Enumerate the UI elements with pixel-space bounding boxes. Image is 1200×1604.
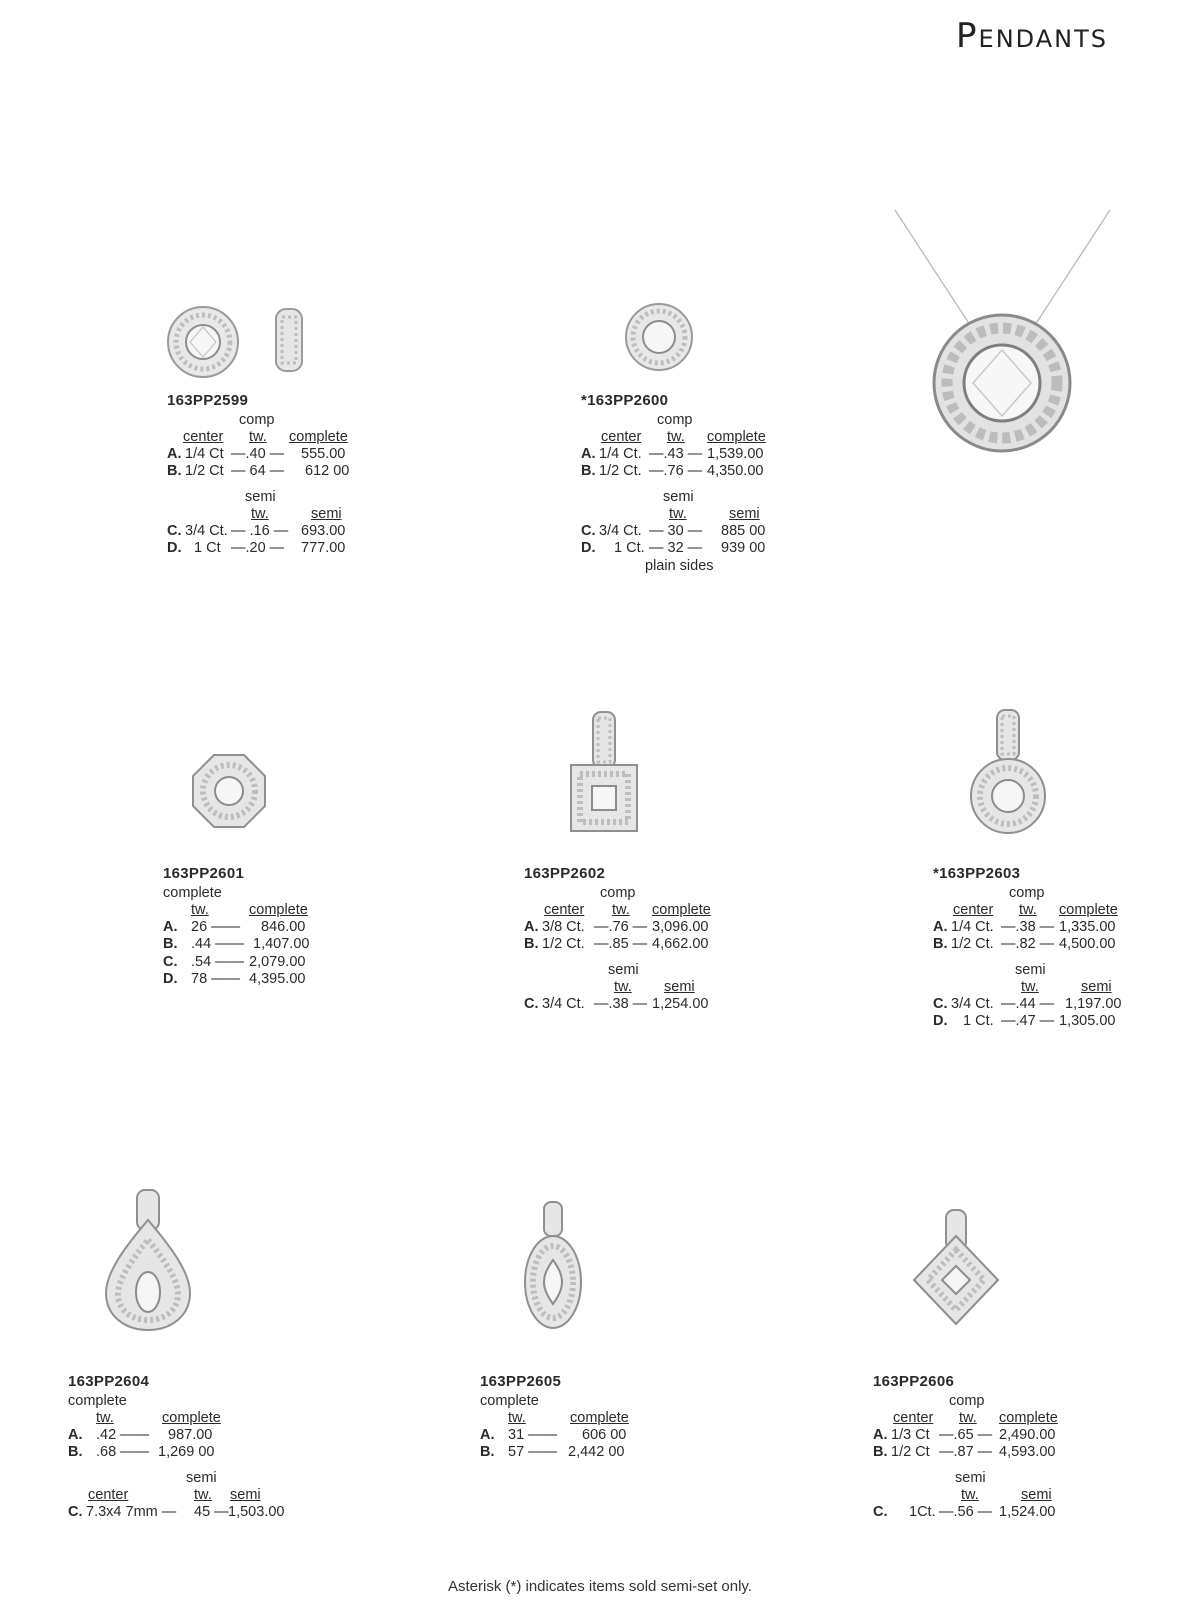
comp-label: comp: [239, 411, 275, 428]
comp-label: comp: [1009, 884, 1045, 901]
price-row: B. 57 —— 2,442 00: [480, 1444, 625, 1460]
price-row: C. 7.3x4 7mm — 45 — 1,503.00: [68, 1503, 285, 1520]
comp-label: comp: [600, 884, 636, 901]
col-header-tw: tw.: [667, 428, 685, 445]
col-header-complete: complete: [249, 901, 308, 918]
col-header-center: center: [544, 901, 585, 918]
price-row: A. 1/3 Ct —.65 — 2,490.00: [873, 1426, 1056, 1443]
price-row: C. 3/4 Ct. — .16 — 693.00: [167, 522, 346, 539]
col-header-tw: tw.: [508, 1409, 526, 1426]
product-code: 163PP2604: [68, 1373, 150, 1390]
col-header-semi: semi: [664, 978, 695, 995]
price-row: A. 3/8 Ct. —.76 — 3,096.00: [524, 918, 709, 935]
pendant-2599-side-image: [272, 305, 306, 375]
price-row: A. 1/4 Ct —.40 — 555.00: [167, 445, 346, 462]
price-row: C. 3/4 Ct. —.38 — 1,254.00: [524, 995, 709, 1012]
col-header-semi: semi: [311, 505, 342, 522]
col-header-complete: complete: [289, 428, 348, 445]
item-note: plain sides: [645, 557, 714, 574]
price-row: C. 1Ct. —.56 — 1,524.00: [873, 1503, 1056, 1520]
product-code: *163PP2600: [581, 392, 669, 409]
product-163PP2600: [581, 392, 801, 575]
price-row: B. 1/2 Ct — 64 — 612 00: [167, 463, 350, 479]
product-163PP2603: [933, 865, 1153, 1031]
col-header-semi: semi: [729, 505, 760, 522]
semi-label: semi: [245, 488, 276, 505]
price-row: B. 1/2 Ct. —.76 — 4,350.00: [581, 463, 764, 479]
price-row: C. 3/4 Ct. — 30 — 885 00: [581, 522, 766, 539]
complete-label: complete: [163, 884, 222, 901]
price-row: C. 3/4 Ct. —.44 — 1,197.00: [933, 995, 1122, 1012]
col-header-tw: tw.: [961, 1486, 979, 1503]
col-header-center: center: [88, 1486, 129, 1503]
pendant-2606-image: [908, 1208, 1004, 1328]
price-row: A. .42 —— 987.00: [68, 1426, 213, 1443]
col-header-tw: tw.: [669, 505, 687, 522]
product-code: 163PP2606: [873, 1373, 955, 1390]
product-code: *163PP2603: [933, 865, 1021, 882]
pendant-2604-image: [102, 1188, 194, 1333]
col-header-tw: tw.: [96, 1409, 114, 1426]
col-header-tw: tw.: [1021, 978, 1039, 995]
product-163PP2604: [68, 1373, 308, 1521]
price-row: B. 1/2 Ct. —.85 — 4,662.00: [524, 936, 709, 952]
semi-label: semi: [186, 1469, 217, 1486]
price-row: D. 78 —— 4,395.00: [163, 971, 306, 987]
semi-label: semi: [1015, 961, 1046, 978]
price-row: A. 1/4 Ct. —.38 — 1,335.00: [933, 918, 1116, 935]
price-row: D. 1 Ct. —.47 — 1,305.00: [933, 1013, 1116, 1029]
price-row: B. .68 —— 1,269 00: [68, 1444, 215, 1460]
price-row: D. 1 Ct. — 32 — 939 00: [581, 540, 766, 556]
footer-note: Asterisk (*) indicates items sold semi-set only.: [448, 1578, 752, 1595]
col-header-tw: tw.: [251, 505, 269, 522]
product-163PP2602: [524, 865, 744, 1013]
col-header-tw: tw.: [612, 901, 630, 918]
price-row: A. 31 —— 606 00: [480, 1426, 627, 1443]
price-row: A. 1/4 Ct. —.43 — 1,539.00: [581, 445, 764, 462]
col-header-tw: tw.: [959, 1409, 977, 1426]
col-header-tw: tw.: [191, 901, 209, 918]
pendant-2605-image: [522, 1200, 584, 1330]
price-row: B. 1/2 Ct —.87 — 4,593.00: [873, 1444, 1056, 1460]
product-163PP2605: [480, 1373, 680, 1462]
col-header-center: center: [601, 428, 642, 445]
semi-label: semi: [608, 961, 639, 978]
col-header-center: center: [893, 1409, 934, 1426]
semi-label: semi: [955, 1469, 986, 1486]
product-163PP2599: [167, 392, 377, 558]
pendant-2601-image: [190, 752, 268, 830]
price-row: B. 1/2 Ct. —.82 — 4,500.00: [933, 936, 1116, 952]
col-header-tw: tw.: [194, 1486, 212, 1503]
col-header-semi: semi: [230, 1486, 261, 1503]
page-title: Pendants: [956, 16, 1108, 56]
complete-label: complete: [68, 1392, 127, 1409]
col-header-tw: tw.: [249, 428, 267, 445]
col-header-semi: semi: [1021, 1486, 1052, 1503]
product-code: 163PP2599: [167, 392, 249, 409]
comp-label: comp: [657, 411, 693, 428]
product-163PP2601: [163, 865, 363, 989]
product-code: 163PP2605: [480, 1373, 562, 1390]
col-header-complete: complete: [570, 1409, 629, 1426]
comp-label: comp: [949, 1392, 985, 1409]
price-row: B. .44 —— 1,407.00: [163, 936, 310, 952]
col-header-semi: semi: [1081, 978, 1112, 995]
semi-label: semi: [663, 488, 694, 505]
col-header-center: center: [953, 901, 994, 918]
pendant-2599-front-image: [166, 305, 240, 379]
product-code: 163PP2602: [524, 865, 606, 882]
pendant-2602-image: [568, 710, 640, 835]
col-header-complete: complete: [162, 1409, 221, 1426]
col-header-complete: complete: [707, 428, 766, 445]
pendant-2600-large-image: [885, 200, 1120, 470]
pendant-2603-image: [968, 708, 1048, 838]
product-code: 163PP2601: [163, 865, 245, 882]
product-163PP2606: [873, 1373, 1093, 1521]
col-header-complete: complete: [1059, 901, 1118, 918]
price-row: D. 1 Ct —.20 — 777.00: [167, 540, 346, 556]
col-header-tw: tw.: [1019, 901, 1037, 918]
price-row: C. .54 —— 2,079.00: [163, 953, 306, 970]
col-header-center: center: [183, 428, 224, 445]
col-header-complete: complete: [652, 901, 711, 918]
complete-label: complete: [480, 1392, 539, 1409]
col-header-complete: complete: [999, 1409, 1058, 1426]
col-header-tw: tw.: [614, 978, 632, 995]
price-row: A. 26 —— 846.00: [163, 918, 306, 935]
pendant-2600-image: [624, 302, 694, 372]
